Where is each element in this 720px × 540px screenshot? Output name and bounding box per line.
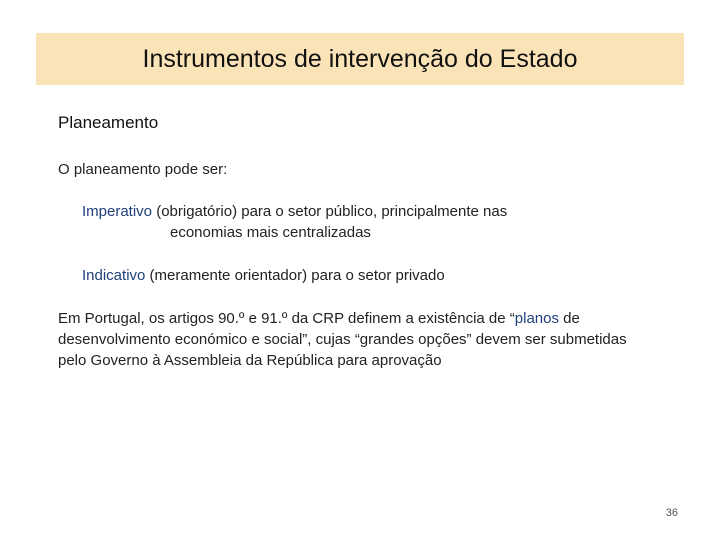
body-paragraph — [58, 308, 658, 371]
title-banner — [36, 33, 684, 85]
page-number: 36 — [665, 507, 678, 519]
paragraph-text-start: Em Portugal, os artigos 90.º e 91.º da CRP definem a existência de “ — [58, 310, 515, 327]
section-heading: Planeamento — [58, 113, 159, 132]
intro-text: O planeamento pode ser: — [58, 161, 228, 178]
list-item-imperativo — [82, 201, 507, 243]
item-text-line2: economias mais centralizadas — [170, 224, 371, 241]
term-indicativo: Indicativo — [82, 267, 146, 284]
term-imperativo: Imperativo — [82, 203, 153, 220]
item-text-line1: (obrigatório) para o setor público, principalmente nas — [152, 203, 508, 220]
item-text: (meramente orientador) para o setor privado — [145, 267, 445, 284]
list-item-indicativo — [82, 265, 445, 286]
paragraph-text-end: de desenvolvimento económico e social”, cujas “grandes opções” devem ser submetidas pelo Governo à Assembleia da República para aprovação — [58, 310, 627, 369]
slide-title: Instrumentos de intervenção do Estado — [142, 44, 578, 73]
paragraph-highlight: planos — [514, 310, 559, 327]
